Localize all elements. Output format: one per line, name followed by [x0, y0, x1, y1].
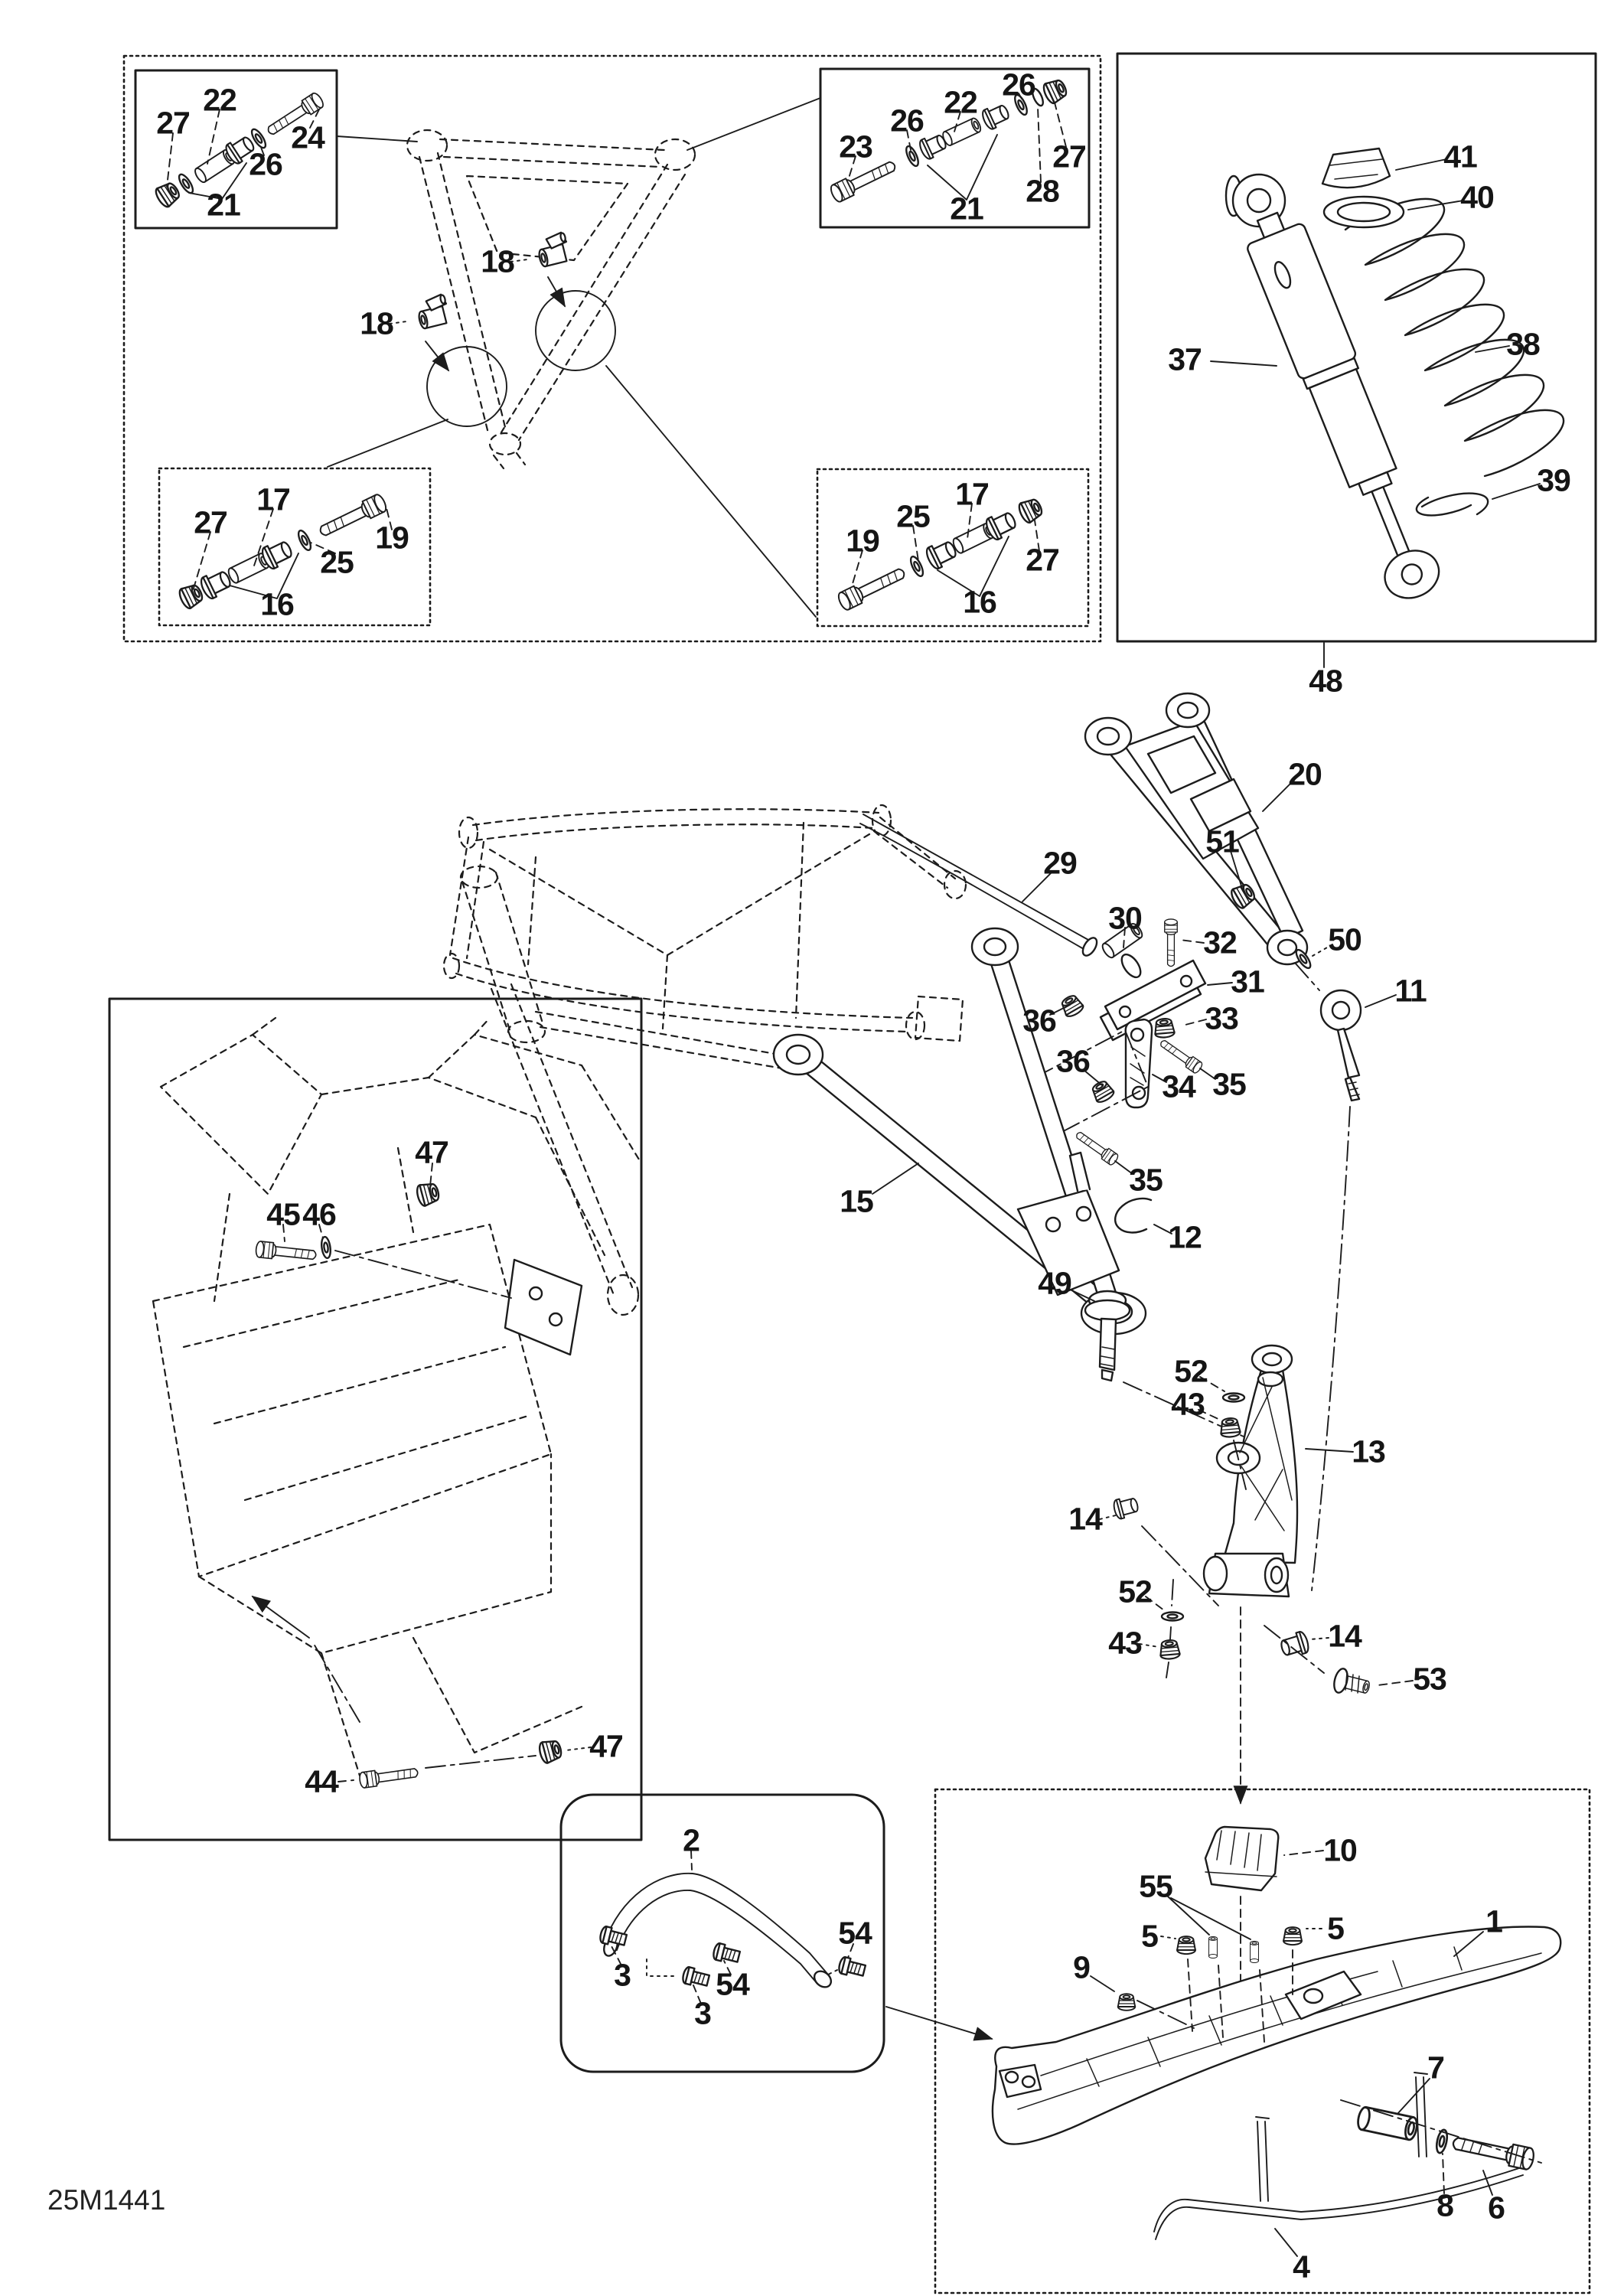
part-label-43: 43 — [1171, 1386, 1205, 1422]
part-label-23: 23 — [839, 129, 872, 165]
part-label-8: 8 — [1436, 2187, 1453, 2223]
part-label-55: 55 — [1139, 1868, 1172, 1904]
part-label-16: 16 — [260, 586, 294, 622]
part-label-35: 35 — [1212, 1066, 1246, 1102]
part-label-47: 47 — [589, 1728, 623, 1764]
ball-joint — [1068, 1289, 1252, 1440]
frame-assembly-box — [109, 999, 641, 1840]
circlip — [1115, 1199, 1172, 1234]
spring-cap — [1322, 148, 1446, 188]
ghost-chassis-frame — [444, 805, 966, 1315]
part-label-54: 54 — [838, 1915, 872, 1951]
spring-retainer-ring — [1417, 484, 1540, 515]
part-label-13: 13 — [1352, 1433, 1385, 1469]
part-label-12: 12 — [1168, 1219, 1202, 1255]
part-label-10: 10 — [1323, 1832, 1357, 1868]
part-label-27: 27 — [194, 504, 227, 540]
part-label-21: 21 — [950, 191, 983, 227]
part-label-5: 5 — [1327, 1910, 1344, 1946]
part-label-16: 16 — [963, 584, 996, 620]
part-label-4: 4 — [1293, 2249, 1309, 2285]
part-label-34: 34 — [1162, 1068, 1195, 1104]
part-label-33: 33 — [1205, 1000, 1238, 1036]
part-label-45: 45 — [266, 1196, 300, 1232]
part-label-25: 25 — [896, 498, 930, 534]
part-label-19: 19 — [846, 523, 879, 559]
part-label-3: 3 — [614, 1957, 631, 1993]
part-label-39: 39 — [1537, 462, 1570, 498]
part-label-49: 49 — [1038, 1265, 1071, 1301]
part-label-9: 9 — [1073, 1949, 1090, 1985]
part-label-2: 2 — [683, 1822, 699, 1858]
part-label-27: 27 — [1052, 139, 1086, 174]
part-label-32: 32 — [1203, 925, 1237, 960]
part-label-48: 48 — [1309, 663, 1342, 699]
part-label-17: 17 — [256, 481, 290, 517]
part-label-52: 52 — [1174, 1353, 1208, 1389]
part-label-27: 27 — [1026, 542, 1059, 578]
part-label-27: 27 — [156, 105, 190, 141]
part-label-35: 35 — [1129, 1162, 1163, 1198]
part-label-44: 44 — [305, 1763, 338, 1799]
part-label-1: 1 — [1485, 1903, 1502, 1939]
part-label-14: 14 — [1328, 1618, 1361, 1654]
part-label-51: 51 — [1205, 823, 1239, 859]
part-label-43: 43 — [1108, 1625, 1142, 1661]
ski-handle-box — [561, 1795, 884, 2072]
part-label-31: 31 — [1231, 964, 1264, 1000]
part-label-53: 53 — [1413, 1661, 1446, 1697]
part-label-20: 20 — [1288, 756, 1322, 792]
part-label-26: 26 — [249, 146, 282, 182]
part-label-25: 25 — [320, 544, 354, 580]
lower-a-arm — [774, 928, 1146, 1334]
part-label-54: 54 — [716, 1966, 749, 2002]
part-label-38: 38 — [1506, 326, 1540, 362]
part-label-17: 17 — [955, 476, 989, 512]
part-label-21: 21 — [207, 187, 240, 223]
part-label-3: 3 — [694, 1995, 711, 2031]
mounting-arrow — [886, 2007, 992, 2039]
part-label-18: 18 — [360, 305, 393, 341]
tie-rod-end — [1295, 963, 1396, 1590]
front-arm-detail-box — [124, 56, 1101, 641]
part-label-26: 26 — [1002, 67, 1035, 103]
part-label-26: 26 — [890, 103, 924, 139]
part-label-36: 36 — [1056, 1043, 1090, 1079]
part-label-14: 14 — [1068, 1501, 1102, 1537]
part-label-37: 37 — [1168, 341, 1202, 377]
part-label-41: 41 — [1443, 139, 1477, 174]
part-label-52: 52 — [1118, 1574, 1152, 1609]
part-label-15: 15 — [840, 1183, 873, 1219]
ski-runner — [1154, 2073, 1523, 2256]
part-label-50: 50 — [1328, 921, 1361, 957]
part-label-40: 40 — [1460, 179, 1494, 215]
part-label-22: 22 — [944, 84, 977, 120]
part-label-29: 29 — [1043, 845, 1077, 881]
part-label-22: 22 — [203, 82, 236, 118]
part-label-46: 46 — [302, 1196, 336, 1232]
part-label-6: 6 — [1488, 2190, 1505, 2226]
diagram-code: 25M1441 — [47, 2184, 166, 2216]
part-label-24: 24 — [291, 119, 324, 155]
part-label-19: 19 — [375, 520, 409, 556]
part-label-7: 7 — [1427, 2050, 1444, 2086]
part-label-36: 36 — [1022, 1003, 1056, 1039]
part-label-18: 18 — [481, 243, 514, 279]
part-label-5: 5 — [1141, 1918, 1158, 1954]
part-label-30: 30 — [1108, 900, 1142, 936]
spring-seat-ring — [1324, 197, 1463, 227]
part-label-28: 28 — [1026, 173, 1059, 209]
part-label-11: 11 — [1394, 973, 1427, 1009]
part-label-47: 47 — [415, 1134, 448, 1170]
